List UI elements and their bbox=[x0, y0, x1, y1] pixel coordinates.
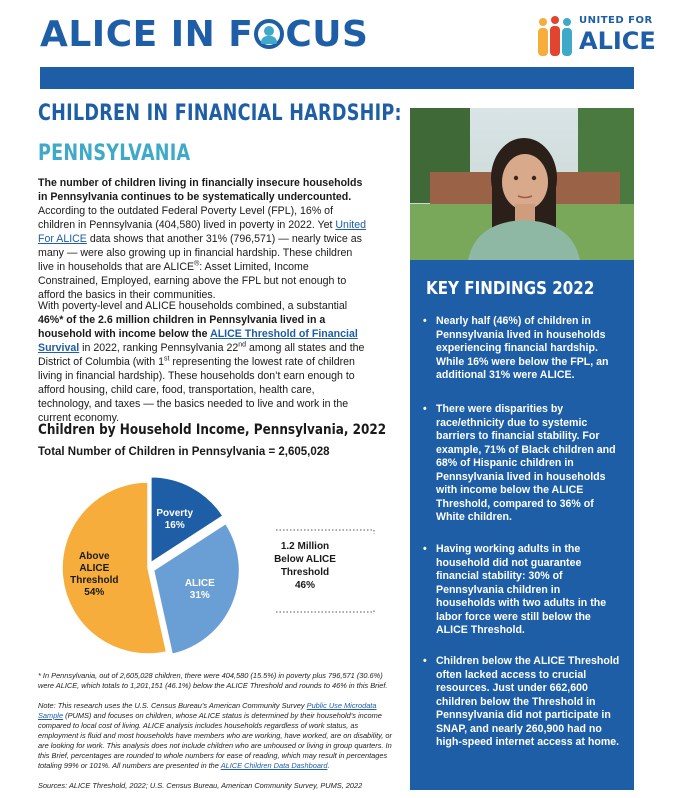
key-findings-title: KEY FINDINGS 2022 bbox=[426, 278, 595, 299]
finding-item: • Having working adults in the household did not guarantee financial stability: 30% of Pennsylvania children in households with two adults in the labor force were still below the ALICE Threshold. bbox=[436, 543, 620, 638]
alice-label: ALICE bbox=[184, 578, 215, 590]
finding-item: • There were disparities by race/ethnicity due to systemic barriers to financial stability. For example, 71% of Black children and 68% of Hispanic children in Pennsylvania lived in households with income below the ALICE Threshold, compared to 36% of White children. bbox=[436, 403, 620, 525]
para2-text-3: among all states and the District of Columbia (with 1 bbox=[38, 342, 365, 368]
ordinal-nd: nd bbox=[238, 341, 247, 349]
focus-person-icon bbox=[254, 19, 284, 49]
key-findings-panel bbox=[410, 260, 634, 790]
intro-bold: The number of children living in financially insecure households in Pennsylvania continues to be systematically undercounted. bbox=[38, 177, 363, 203]
chart-subtitle: Total Number of Children in Pennsylvania = 2,605,028 bbox=[38, 446, 330, 458]
para2-text-1: With poverty-level and ALICE households combined, a substantial bbox=[38, 300, 348, 312]
poverty-value-label: 16% bbox=[164, 519, 185, 531]
intro-paragraph bbox=[38, 176, 370, 302]
logo-line1: UNITED FOR bbox=[579, 15, 653, 26]
callout-line4: 46% bbox=[294, 580, 316, 591]
alice-threshold-link[interactable]: ALICE Threshold of Financial Survival bbox=[38, 328, 358, 354]
brand-part1: ALICE IN F bbox=[40, 14, 254, 55]
page-title-state: PENNSYLVANIA bbox=[38, 141, 191, 166]
child-photo bbox=[410, 108, 634, 260]
note-text-2: (PUMS) and focuses on children, whose ALICE status is determined by their household’s income compared to local cost of living. ALICE analysis includes households regardless of work status, as employment is fluid and most households have members who are working, have worked, are on disability, or are looking for work. This analysis does not include children who are unhoused or living in group quarters. In this Brief, percentages are rounded to whole numbers for ease of reading, which may result in percentages totaling 99% or 101%. All numbers are presented in the bbox=[38, 711, 392, 770]
above-alice-label: ALICE bbox=[79, 562, 110, 574]
page-header bbox=[0, 0, 673, 70]
para2-bold: 46%* of the 2.6 million children in Pennsylvania lived in a household with income below the bbox=[38, 314, 326, 340]
below-threshold-callout bbox=[272, 528, 378, 614]
finding-item: • Children below the ALICE Threshold often lacked access to crucial resources. Just under 662,600 children below the Threshold in Pennsylvania did not participate in SNAP, and nearly 260,900 had no high-speed internet access at home. bbox=[436, 655, 620, 750]
footnote: * In Pennsylvania, out of 2,605,028 children, there were 404,580 (15.5%) in poverty plus 796,571 (30.6%) were ALICE, which totals to 1,201,151 (46.1%) below the ALICE Threshold and rounds to 46% in this Brief. bbox=[38, 671, 388, 690]
alice-value-label: 31% bbox=[189, 590, 210, 602]
chart-title: Children by Household Income, Pennsylvania, 2022 bbox=[38, 422, 387, 438]
logo-line2: ALICE bbox=[579, 27, 656, 55]
header-rule bbox=[40, 67, 634, 89]
brand-part2: CUS bbox=[285, 14, 369, 55]
united-for-alice-logo bbox=[535, 12, 656, 60]
above-alice-value-label: 54% bbox=[84, 586, 105, 598]
registered-mark: ® bbox=[194, 260, 200, 268]
combined-paragraph bbox=[38, 299, 370, 425]
intro-text-2: data shows that another 31% (796,571) — nearly twice as many — were also growing up in financial hardship. These children live in households that are ALICE bbox=[38, 233, 362, 273]
note-text-3: . bbox=[327, 761, 330, 770]
page-title: CHILDREN IN FINANCIAL HARDSHIP: bbox=[38, 101, 402, 126]
research-note bbox=[38, 701, 392, 771]
para2-text-4: representing the lowest rate of children living in financial hardship). These households don’t earn enough to afford housing, child care, food, transportation, health care, technology, and taxes — the basics needed to live and work in the current economy. bbox=[38, 356, 355, 424]
dashboard-link[interactable]: ALICE Children Data Dashboard bbox=[220, 761, 328, 770]
callout-line1: 1.2 Million bbox=[280, 541, 330, 552]
intro-text-3: : Asset Limited, Income Constrained, Employed, earning above the FPL but not enough to afford the basics in their communities. bbox=[38, 261, 347, 301]
callout-line2: Below ALICE bbox=[274, 554, 336, 565]
pums-link[interactable]: Public Use Microdata Sample bbox=[38, 701, 377, 720]
callout-line3: Threshold bbox=[280, 567, 330, 578]
people-icon bbox=[535, 14, 575, 58]
poverty-label: Poverty bbox=[156, 507, 194, 519]
note-text-1: Note: This research uses the U.S. Census Bureau’s American Community Survey bbox=[38, 701, 307, 710]
alice-in-focus-logo bbox=[40, 14, 368, 55]
united-for-alice-link[interactable]: United For ALICE bbox=[38, 219, 367, 245]
finding-item: • Nearly half (46%) of children in Pennsylvania lived in households experiencing financial hardship. While 16% were below the FPL, an additional 31% were ALICE. bbox=[436, 315, 620, 383]
ordinal-st: st bbox=[163, 355, 170, 363]
above-alice-label: Threshold bbox=[70, 574, 119, 586]
sources: Sources: ALICE Threshold, 2022; U.S. Census Bureau, American Community Survey, PUMS, 2022 bbox=[38, 781, 363, 790]
above-alice-label: Above bbox=[79, 550, 110, 562]
intro-text-1: According to the outdated Federal Poverty Level (FPL), 16% of children in Pennsylvania (404,580) lived in poverty in 2022. Yet bbox=[38, 205, 336, 231]
para2-text-2: in 2022, ranking Pennsylvania 22 bbox=[79, 342, 239, 354]
